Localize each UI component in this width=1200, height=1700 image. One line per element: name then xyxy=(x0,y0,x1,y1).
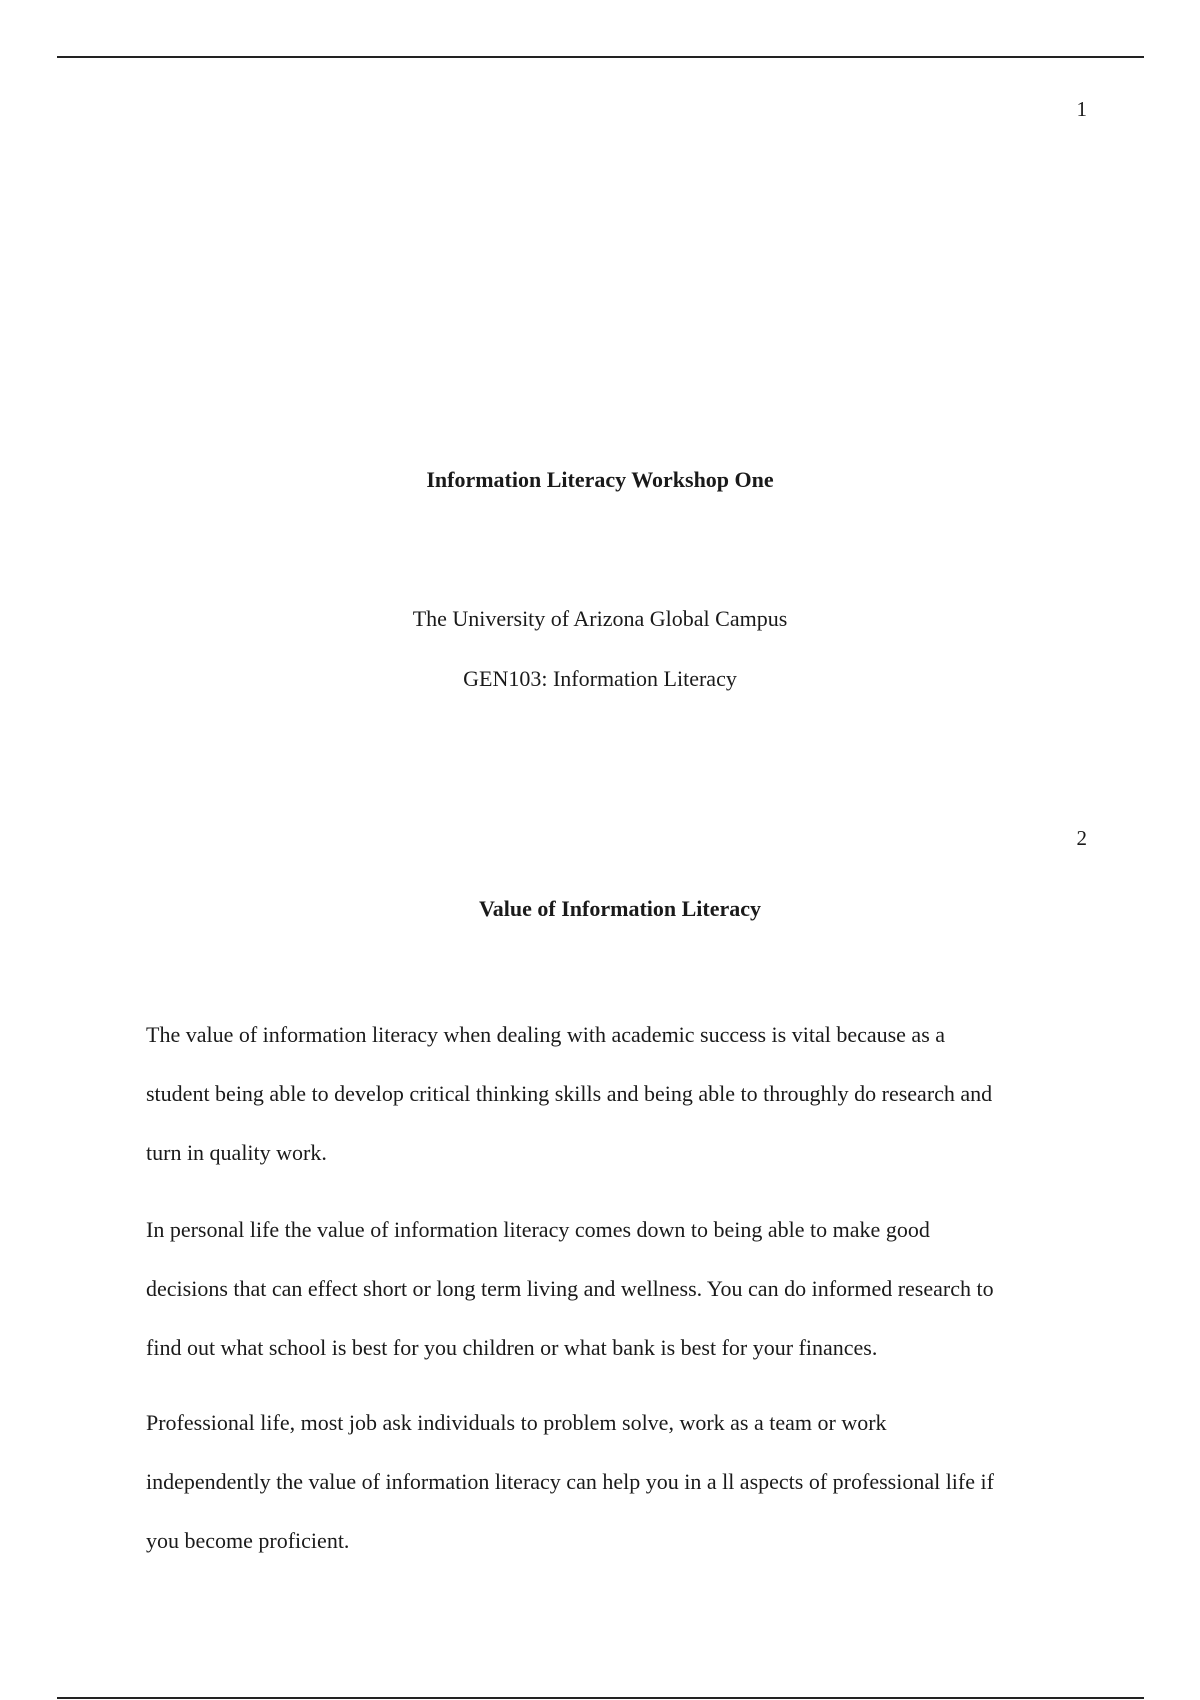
section-heading: Value of Information Literacy xyxy=(478,896,762,921)
paragraph-line: turn in quality work. xyxy=(146,1140,327,1165)
paragraph-line: Professional life, most job ask individuals to problem solve, work as a team or work xyxy=(146,1410,887,1435)
paragraph-line: independently the value of information literacy can help you in a ll aspects of professional life if xyxy=(146,1469,994,1494)
document-title: Information Literacy Workshop One xyxy=(426,467,774,492)
paragraph-personal xyxy=(146,1200,1086,1377)
paragraph-line: In personal life the value of information literacy comes down to being able to make good xyxy=(146,1217,930,1242)
institution-name: The University of Arizona Global Campus xyxy=(412,606,788,631)
page-top-rule xyxy=(57,56,1144,58)
paragraph-academic xyxy=(146,1005,1086,1182)
paragraph-line: student being able to develop critical thinking skills and being able to throughly do research and xyxy=(146,1081,993,1106)
page-number: 2 xyxy=(1076,826,1087,850)
paragraph-line: decisions that can effect short or long term living and wellness. You can do informed research to xyxy=(146,1276,994,1301)
course-name: GEN103: Information Literacy xyxy=(463,666,737,691)
page-number: 1 xyxy=(1076,97,1087,121)
page-bottom-rule xyxy=(57,1697,1144,1699)
paragraph-professional xyxy=(146,1393,1086,1570)
paragraph-line: The value of information literacy when dealing with academic success is vital because as a xyxy=(146,1022,946,1047)
paragraph-line: you become proficient. xyxy=(146,1528,350,1553)
paragraph-line: find out what school is best for you children or what bank is best for your finances. xyxy=(146,1335,878,1360)
